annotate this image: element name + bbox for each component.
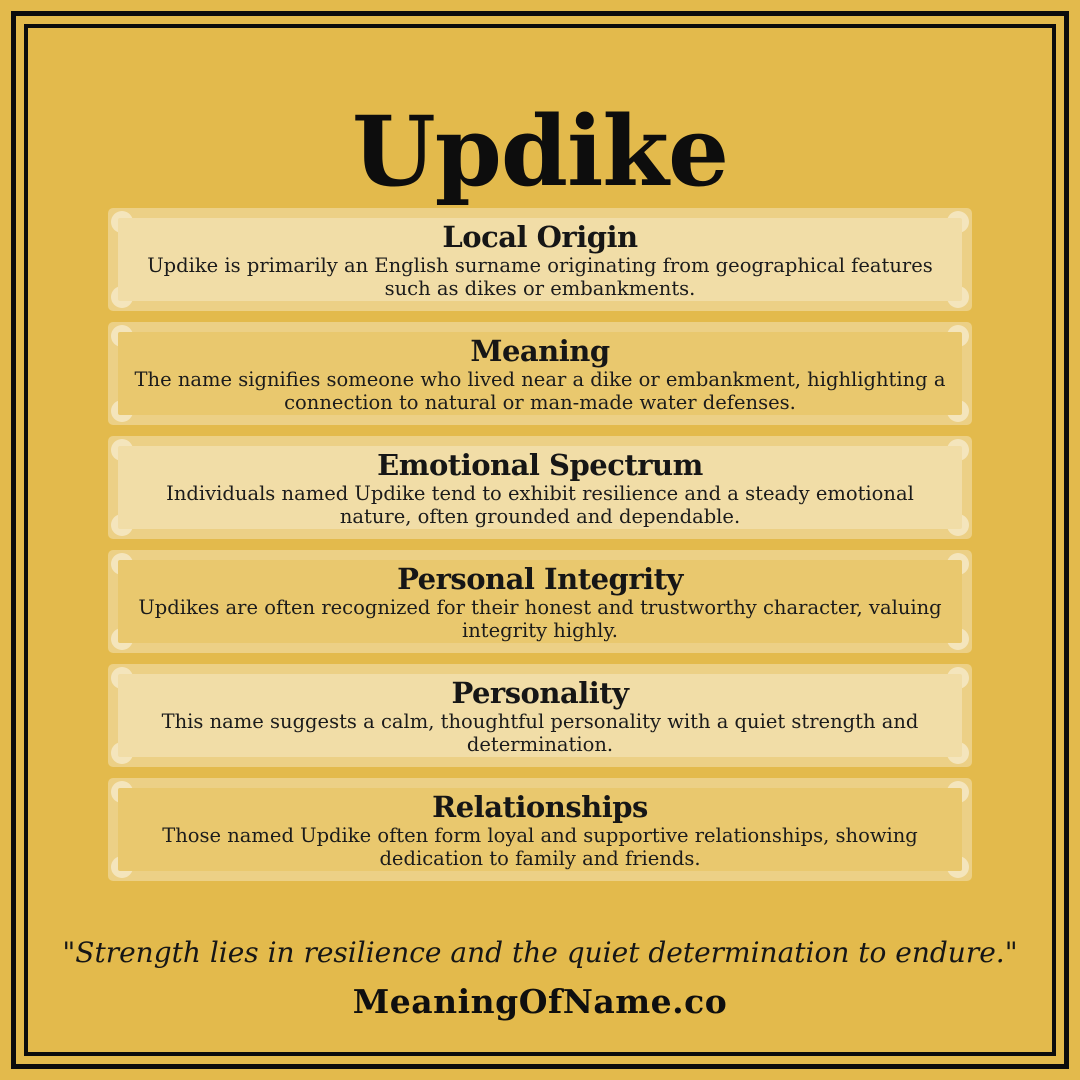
page-title: Updike — [351, 95, 729, 209]
card-body: This name suggests a calm, thoughtful personality with a quiet strength and determination. — [161, 710, 919, 756]
card-meaning — [108, 322, 972, 425]
card-heading: Local Origin — [442, 220, 638, 254]
card-personal-integrity — [108, 550, 972, 653]
card-body: Updikes are often recognized for their honest and trustworthy character, valuing integrity highly. — [138, 596, 942, 642]
card-heading: Personal Integrity — [397, 562, 683, 596]
card-content — [118, 446, 962, 529]
card-list — [108, 208, 972, 881]
card-content — [118, 332, 962, 415]
card-local-origin — [108, 208, 972, 311]
card-content — [118, 674, 962, 757]
card-content — [118, 218, 962, 301]
footer-brand: MeaningOfName.co — [352, 982, 728, 1021]
card-content — [118, 788, 962, 871]
card-content — [118, 560, 962, 643]
card-heading: Personality — [451, 676, 629, 710]
card-body: Those named Updike often form loyal and supportive relationships, showing dedication to family and friends. — [162, 824, 918, 870]
card-emotional-spectrum — [108, 436, 972, 539]
card-heading: Meaning — [470, 334, 610, 368]
card-heading: Emotional Spectrum — [377, 448, 703, 482]
footer-quote: "Strength lies in resilience and the quiet determination to endure." — [62, 936, 1018, 969]
card-heading: Relationships — [432, 790, 648, 824]
card-body: The name signifies someone who lived near a dike or embankment, highlighting a connection to natural or man-made water defenses. — [134, 368, 946, 414]
card-body: Individuals named Updike tend to exhibit resilience and a steady emotional nature, often grounded and dependable. — [166, 482, 914, 528]
card-personality — [108, 664, 972, 767]
card-relationships — [108, 778, 972, 881]
card-body: Updike is primarily an English surname originating from geographical features such as dikes or embankments. — [147, 254, 933, 300]
